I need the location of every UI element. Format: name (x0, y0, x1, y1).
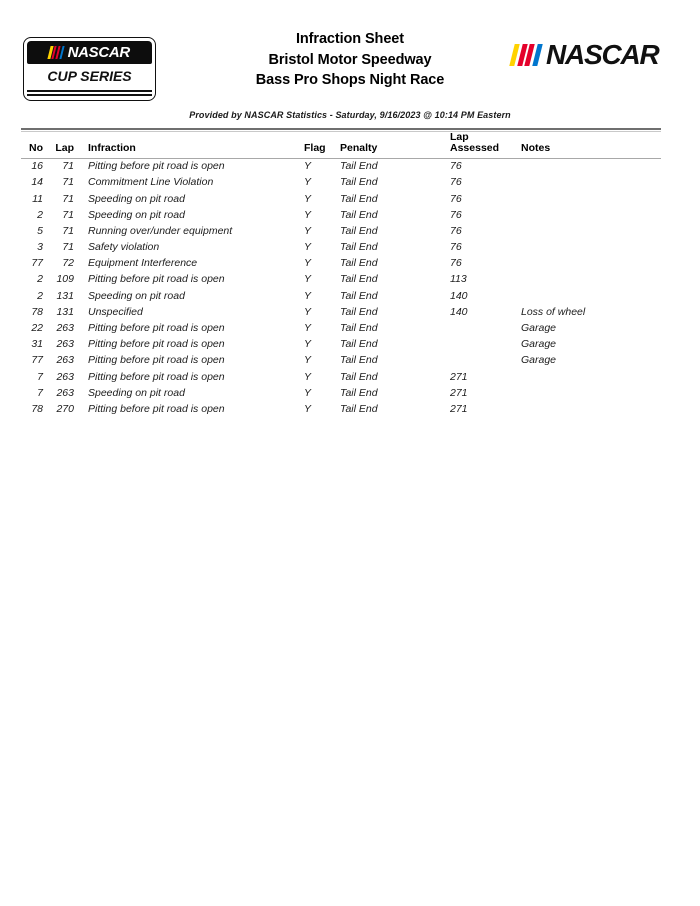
cell-notes (508, 191, 661, 207)
cell-lap: 263 (56, 370, 74, 383)
cell-infraction: Pitting before pit road is open (88, 338, 225, 351)
cell-notes (508, 369, 661, 385)
cell-lap-assessed: 140 (450, 289, 468, 302)
cell-lap-assessed: 76 (450, 208, 462, 221)
cell-notes (508, 272, 661, 288)
cell-flag: Y (304, 305, 312, 318)
cell-lap: 263 (56, 338, 74, 351)
cell-flag: Y (304, 224, 312, 237)
cell-lap: 71 (62, 160, 74, 173)
column-header-infraction: Infraction (88, 142, 136, 155)
column-header-flag: Flag (304, 142, 326, 155)
infraction-table-body (21, 159, 661, 418)
cell-lap: 71 (62, 176, 74, 189)
cell-penalty: Tail End (340, 289, 378, 302)
cell-flag: Y (304, 257, 312, 270)
cell-no: 2 (37, 208, 43, 221)
cell-penalty: Tail End (340, 305, 378, 318)
cell-lap: 131 (56, 305, 74, 318)
column-header-lap-assessed-line1: Lap (450, 130, 469, 143)
cell-infraction: Unspecified (88, 305, 143, 318)
cell-infraction: Safety violation (88, 241, 160, 254)
cell-lap-assessed: 76 (450, 241, 462, 254)
cell-flag: Y (304, 273, 312, 286)
nascar-speed-bars-icon (509, 44, 544, 66)
table-top-rule-thick (21, 128, 661, 130)
cell-infraction: Equipment Interference (88, 257, 198, 270)
cell-lap: 71 (62, 241, 74, 254)
table-row (21, 321, 661, 337)
cell-lap-assessed (442, 337, 508, 353)
cell-lap: 109 (56, 273, 74, 286)
cell-no: 77 (31, 354, 43, 367)
cell-no: 78 (31, 402, 43, 415)
cell-notes (508, 402, 661, 418)
cell-flag: Y (304, 402, 312, 415)
cell-no: 3 (37, 241, 43, 254)
cell-infraction: Pitting before pit road is open (88, 322, 225, 335)
cup-logo-brand-text: NASCAR (67, 44, 130, 61)
cell-notes (508, 224, 661, 240)
cell-penalty: Tail End (340, 176, 378, 189)
title-line-1: Infraction Sheet (296, 31, 404, 47)
cell-flag: Y (304, 338, 312, 351)
cell-notes (508, 240, 661, 256)
cell-no: 5 (37, 224, 43, 237)
cell-penalty: Tail End (340, 386, 378, 399)
cell-flag: Y (304, 354, 312, 367)
cell-no: 2 (37, 273, 43, 286)
column-header-lap-assessed (442, 132, 508, 158)
table-row (21, 337, 661, 353)
column-header-lap: Lap (55, 142, 74, 155)
cell-infraction: Speeding on pit road (88, 192, 185, 205)
cup-logo-series-text: CUP SERIES (47, 67, 132, 84)
column-header-lap-assessed-line2: Assessed (450, 142, 500, 155)
cell-lap-assessed: 271 (450, 386, 468, 399)
cell-no: 14 (31, 176, 43, 189)
cell-flag: Y (304, 241, 312, 254)
cell-flag: Y (304, 322, 312, 335)
cell-penalty: Tail End (340, 402, 378, 415)
cell-infraction: Pitting before pit road is open (88, 370, 225, 383)
cell-lap-assessed: 271 (450, 402, 468, 415)
cell-infraction: Speeding on pit road (88, 289, 185, 302)
cell-notes: Garage (521, 354, 557, 367)
cell-flag: Y (304, 289, 312, 302)
cell-flag: Y (304, 160, 312, 173)
table-row (21, 353, 661, 369)
cell-penalty: Tail End (340, 241, 378, 254)
cell-lap: 71 (62, 192, 74, 205)
cell-penalty: Tail End (340, 370, 378, 383)
cell-lap: 270 (56, 402, 74, 415)
table-row (21, 272, 661, 288)
cell-infraction: Speeding on pit road (88, 208, 185, 221)
table-row (21, 386, 661, 402)
cell-no: 2 (37, 289, 43, 302)
document-header (0, 0, 700, 120)
table-row (21, 175, 661, 191)
cell-penalty: Tail End (340, 224, 378, 237)
cell-lap-assessed: 76 (450, 257, 462, 270)
cell-lap-assessed: 76 (450, 224, 462, 237)
table-row (21, 305, 661, 321)
cell-penalty: Tail End (340, 338, 378, 351)
cell-lap-assessed (442, 353, 508, 369)
cell-notes (508, 386, 661, 402)
cell-lap-assessed: 140 (450, 305, 468, 318)
cell-flag: Y (304, 192, 312, 205)
cell-lap-assessed: 113 (450, 273, 467, 286)
cell-no: 78 (31, 305, 43, 318)
cell-lap-assessed: 76 (450, 192, 462, 205)
cell-infraction: Speeding on pit road (88, 386, 185, 399)
table-row (21, 256, 661, 272)
cell-lap: 131 (56, 289, 74, 302)
title-line-2: Bristol Motor Speedway (268, 51, 432, 68)
cell-notes (508, 208, 661, 224)
cell-notes (508, 288, 661, 304)
cell-notes (508, 256, 661, 272)
column-header-penalty: Penalty (340, 142, 378, 155)
infraction-table-rows (21, 159, 661, 418)
cell-no: 31 (31, 338, 43, 351)
cell-notes: Garage (521, 322, 557, 335)
nascar-logo (512, 40, 659, 70)
cell-flag: Y (304, 386, 312, 399)
cell-penalty: Tail End (340, 160, 378, 173)
cell-penalty: Tail End (340, 273, 378, 286)
cell-lap: 263 (56, 354, 74, 367)
cell-no: 22 (31, 322, 43, 335)
cell-notes: Loss of wheel (521, 305, 586, 318)
table-row (21, 402, 661, 418)
table-header-row (21, 132, 661, 158)
cell-no: 7 (37, 370, 43, 383)
title-line-3: Bass Pro Shops Night Race (255, 72, 445, 88)
cell-flag: Y (304, 176, 312, 189)
column-header-notes: Notes (521, 142, 551, 155)
cell-penalty: Tail End (340, 192, 378, 205)
column-header-no: No (29, 142, 43, 155)
table-row (21, 191, 661, 207)
cell-infraction: Running over/under equipment (88, 224, 233, 237)
table-row (21, 224, 661, 240)
infraction-table-container (21, 128, 661, 418)
table-row (21, 159, 661, 175)
table-row (21, 240, 661, 256)
table-row (21, 208, 661, 224)
cell-lap: 71 (62, 208, 74, 221)
cell-lap: 263 (56, 386, 74, 399)
table-row (21, 369, 661, 385)
cell-infraction: Pitting before pit road is open (88, 354, 225, 367)
cell-infraction: Pitting before pit road is open (88, 273, 225, 286)
cell-notes (508, 159, 661, 175)
cell-lap-assessed: 76 (450, 160, 462, 173)
cell-no: 16 (31, 160, 43, 173)
cell-lap: 71 (62, 224, 74, 237)
cell-infraction: Pitting before pit road is open (88, 160, 225, 173)
cell-flag: Y (304, 208, 312, 221)
cell-no: 77 (31, 257, 43, 270)
cell-lap-assessed: 271 (450, 370, 468, 383)
cell-flag: Y (304, 370, 312, 383)
table-row (21, 288, 661, 304)
cell-infraction: Commitment Line Violation (88, 176, 214, 189)
cell-notes: Garage (521, 338, 557, 351)
cell-lap: 72 (62, 257, 74, 270)
cell-penalty: Tail End (340, 354, 378, 367)
cell-penalty: Tail End (340, 257, 378, 270)
cell-penalty: Tail End (340, 322, 378, 335)
cell-notes (508, 175, 661, 191)
cell-no: 11 (32, 192, 43, 205)
cell-lap-assessed: 76 (450, 176, 462, 189)
cell-infraction: Pitting before pit road is open (88, 402, 225, 415)
nascar-logo-text: NASCAR (546, 39, 659, 70)
cell-lap: 263 (56, 322, 74, 335)
cell-penalty: Tail End (340, 208, 378, 221)
infraction-table (21, 132, 661, 158)
cell-no: 7 (37, 386, 43, 399)
provided-by-line: Provided by NASCAR Statistics - Saturday, 9/16/2023 @ 10:14 PM Eastern (189, 110, 511, 120)
cell-lap-assessed (442, 321, 508, 337)
